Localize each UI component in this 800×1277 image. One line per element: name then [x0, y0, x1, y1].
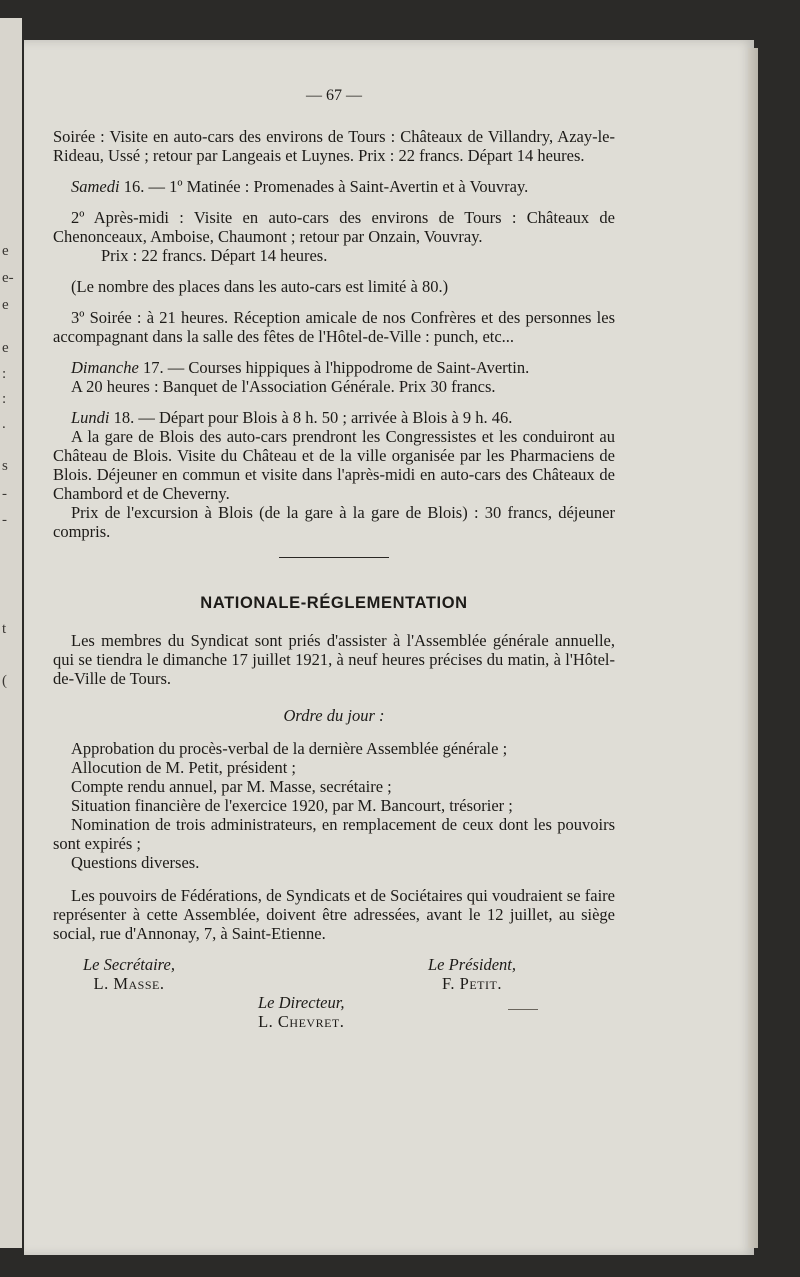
- day-label: Samedi: [71, 177, 120, 196]
- margin-fragment: -: [2, 512, 7, 528]
- paragraph-prix: Prix : 22 francs. Départ 14 heures.: [101, 246, 328, 265]
- paragraph-banquet: A 20 heures : Banquet de l'Association Générale. Prix 30 francs.: [71, 377, 496, 396]
- paragraph-apres-midi: 2º Après-midi : Visite en auto-cars des environs de Tours : Châteaux de Chenonceaux, Amboise, Chaumont ; retour par Onzain, Vouvray.: [53, 208, 615, 246]
- signature-name: F. Petit.: [442, 974, 502, 993]
- day-label: Dimanche: [71, 358, 139, 377]
- paragraph-lundi: [53, 408, 615, 427]
- day-text: 16. — 1º Matinée : Promenades à Saint-Avertin et à Vouvray.: [119, 177, 529, 196]
- signature-director: [258, 993, 344, 1031]
- paragraph-samedi: [53, 177, 615, 196]
- page-content: [53, 86, 615, 1033]
- margin-fragment: t: [2, 621, 7, 637]
- page-edge: [748, 48, 758, 1248]
- section-divider: [279, 557, 389, 558]
- day-text: 18. — Départ pour Blois à 8 h. 50 ; arrivée à Blois à 9 h. 46.: [109, 408, 513, 427]
- signature-title: Le Président,: [428, 955, 516, 974]
- signature-president: [428, 955, 516, 993]
- day-label: Lundi: [71, 408, 110, 427]
- paragraph-soiree-3: 3º Soirée : à 21 heures. Réception amicale de nos Confrères et des personnes les accompagnant dans la salle des fêtes de l'Hôtel-de-Ville : punch, etc...: [53, 308, 615, 346]
- paragraph-dimanche: [53, 358, 615, 377]
- signature-title: Le Directeur,: [258, 993, 345, 1012]
- signature-name: L. Masse.: [93, 974, 165, 993]
- margin-fragment: e: [2, 243, 9, 259]
- agenda-item: Allocution de M. Petit, président ;: [71, 758, 297, 777]
- pen-mark: [508, 1009, 538, 1010]
- agenda-item: Questions diverses.: [71, 853, 200, 872]
- page-number: — 67 —: [306, 87, 362, 104]
- adjacent-page-edge: [0, 18, 22, 1248]
- paragraph-places: (Le nombre des places dans les auto-cars est limité à 80.): [71, 277, 449, 296]
- agenda-item: Approbation du procès-verbal de la dernière Assemblée générale ;: [71, 739, 508, 758]
- section-heading: NATIONALE-RÉGLEMENTATION: [200, 594, 468, 612]
- margin-fragment: (: [2, 673, 7, 689]
- agenda-item: Compte rendu annuel, par M. Masse, secrétaire ;: [71, 777, 392, 796]
- margin-fragment: -: [2, 486, 7, 502]
- margin-fragment: :: [2, 391, 7, 407]
- margin-fragment: e-: [2, 270, 14, 286]
- margin-fragment: .: [2, 416, 6, 432]
- paragraph-blois: A la gare de Blois des auto-cars prendront les Congressistes et les conduiront au Château de Blois. Visite du Château et de la ville organisée par les Pharmaciens de Blois. Déjeuner en commun et visite dans l'après-midi en auto-cars des Châteaux de Chambord et de Cheverny.: [53, 427, 615, 503]
- margin-fragment: s: [2, 458, 8, 474]
- agenda-list: [53, 739, 615, 872]
- signature-title: Le Secrétaire,: [83, 955, 175, 974]
- margin-fragment: e: [2, 297, 9, 313]
- margin-fragment: :: [2, 366, 7, 382]
- paragraph-excursion: Prix de l'excursion à Blois (de la gare à la gare de Blois) : 30 francs, déjeuner compris.: [53, 503, 615, 541]
- margin-fragment: e: [2, 340, 9, 356]
- signatures: [53, 955, 615, 1033]
- agenda-title: Ordre du jour :: [283, 706, 385, 725]
- paragraph-notice: Les membres du Syndicat sont priés d'assister à l'Assemblée générale annuelle, qui se tiendra le dimanche 17 juillet 1921, à neuf heures précises du matin, à l'Hôtel-de-Ville de Tours.: [53, 631, 615, 688]
- day-text: 17. — Courses hippiques à l'hippodrome de Saint-Avertin.: [138, 358, 530, 377]
- paragraph-closing: Les pouvoirs de Fédérations, de Syndicats et de Sociétaires qui voudraient se faire représenter à cette Assemblée, doivent être adressées, avant le 12 juillet, au siège social, rue d'Annonay, 7, à Saint-Etienne.: [53, 886, 615, 943]
- signature-secretary: [83, 955, 175, 993]
- agenda-item: Nomination de trois administrateurs, en remplacement de ceux dont les pouvoirs sont expirés ;: [53, 815, 615, 853]
- agenda-item: Situation financière de l'exercice 1920, par M. Bancourt, trésorier ;: [71, 796, 513, 815]
- paragraph-soiree: Soirée : Visite en auto-cars des environs de Tours : Châteaux de Villandry, Azay-le-Rideau, Ussé ; retour par Langeais et Luynes. Prix : 22 francs. Départ 14 heures.: [53, 127, 615, 165]
- signature-name: L. Chevret.: [258, 1012, 345, 1031]
